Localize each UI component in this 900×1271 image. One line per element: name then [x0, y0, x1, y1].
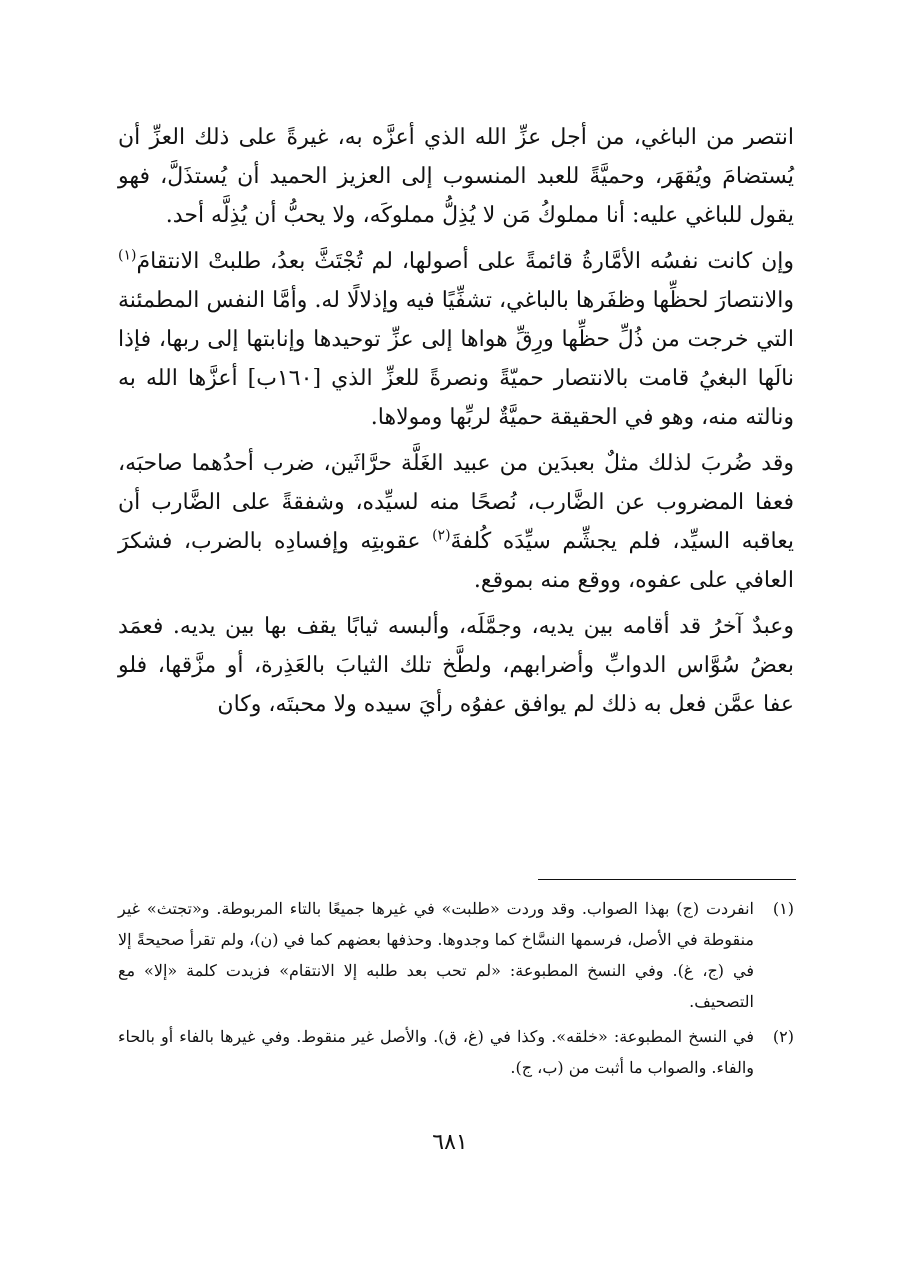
footnote-separator [538, 879, 796, 880]
footnote-2-text: في النسخ المطبوعة: «خلقه». وكذا في (غ، ق). والأصل غير منقوط. وفي غيرها بالفاء أو بالحاء والفاء. والصواب ما أثبت من (ب، ج). [118, 1027, 754, 1077]
footnote-2 [118, 1021, 794, 1083]
paragraph-3-text-before-note: وقد ضُربَ لذلك مثلٌ بعبدَين من عبيد الغَلَّة حرَّاثَين، ضرب أحدُهما صاحبَه، فعفا المضروب عن الضَّارب، نُصحًا منه لسيِّده، وشفقةً على الضَّارب أن يعاقبه السيِّد، فلم يجشِّم سيِّدَه كُلفةَ [118, 451, 794, 554]
footnote-1-number: (١) [772, 899, 794, 918]
paragraph-4 [118, 607, 794, 724]
page-number: ٦٨١ [432, 1130, 468, 1155]
footnote-1 [118, 893, 794, 1017]
paragraph-2 [118, 242, 794, 437]
footnote-ref-2: (٢) [432, 527, 451, 544]
paragraph-4-text: وعبدٌ آخرُ قد أقامه بين يديه، وجمَّلَه، وألبسه ثيابًا يقف بها بين يديه. فعمَد بعضُ سُوَّاس الدوابِّ وأضرابهم، ولطَّخ تلك الثيابَ بالعَذِرة، أو مزَّقها، فلو عفا عمَّن فعل به ذلك لم يوافق عفوُه رأيَ سيده ولا محبتَه، وكان [118, 614, 794, 717]
paragraph-3 [118, 444, 794, 600]
paragraph-2-text-after-note: والانتصارَ لحظِّها وظفَرها بالباغي، تشفِّيًا فيه وإذلالًا له. وأمَّا النفس المطمئنة التي خرجت من ذُلِّ حظِّها ورِقِّ هواها إلى عزِّ توحيدها وإنابتها إلى ربها، فإذا نالَها البغيُ قامت بالانتصار حميّةً ونصرةً للعزِّ الذي [١٦٠ب] أعزَّها الله به ونالته منه، وهو في الحقيقة حميَّةٌ لربِّها ومولاها. [118, 288, 794, 430]
paragraph-1-text: انتصر من الباغي، من أجل عزِّ الله الذي أعزَّه به، غيرةً على ذلك العزِّ أن يُستضامَ ويُقهَر، وحميَّةً للعبد المنسوب إلى العزيز الحميد أن يُستذَلَّ، فهو يقول للباغي عليه: أنا مملوكُ مَن لا يُذِلُّ مملوكَه، ولا يحبُّ أن يُذِلَّه أحد. [118, 125, 794, 228]
paragraph-1 [118, 118, 794, 235]
footnote-1-text: انفردت (ج) بهذا الصواب. وقد وردت «طلبت» في غيرها جميعًا بالتاء المربوطة. و«تجتث» غير منقوطة في الأصل، فرسمها النسَّاخ كما وجدوها. وحذفها بعضهم كما في (ن)، ولم تقرأ صحيحةً إلا في (ج، غ). وفي النسخ المطبوعة: «لم تحب بعد طلبه إلا الانتقام» فزيدت كلمة «إلا» مع التصحيف. [118, 899, 754, 1011]
footnote-ref-1: (١) [118, 247, 137, 264]
paragraph-2-text-before-note: وإن كانت نفسُه الأمَّارةُ قائمةً على أصولها، لم تُجْتَثَّ بعدُ، طلبتْ الانتقامَ [136, 249, 794, 274]
footnote-2-number: (٢) [772, 1027, 794, 1046]
main-text [118, 118, 794, 731]
paragraph-3-text-after-note: عقوبتِه وإفسادِه بالضرب، فشكرَ العافي على عفوه، ووقع منه بموقع. [118, 529, 794, 593]
footnotes [118, 893, 794, 1087]
